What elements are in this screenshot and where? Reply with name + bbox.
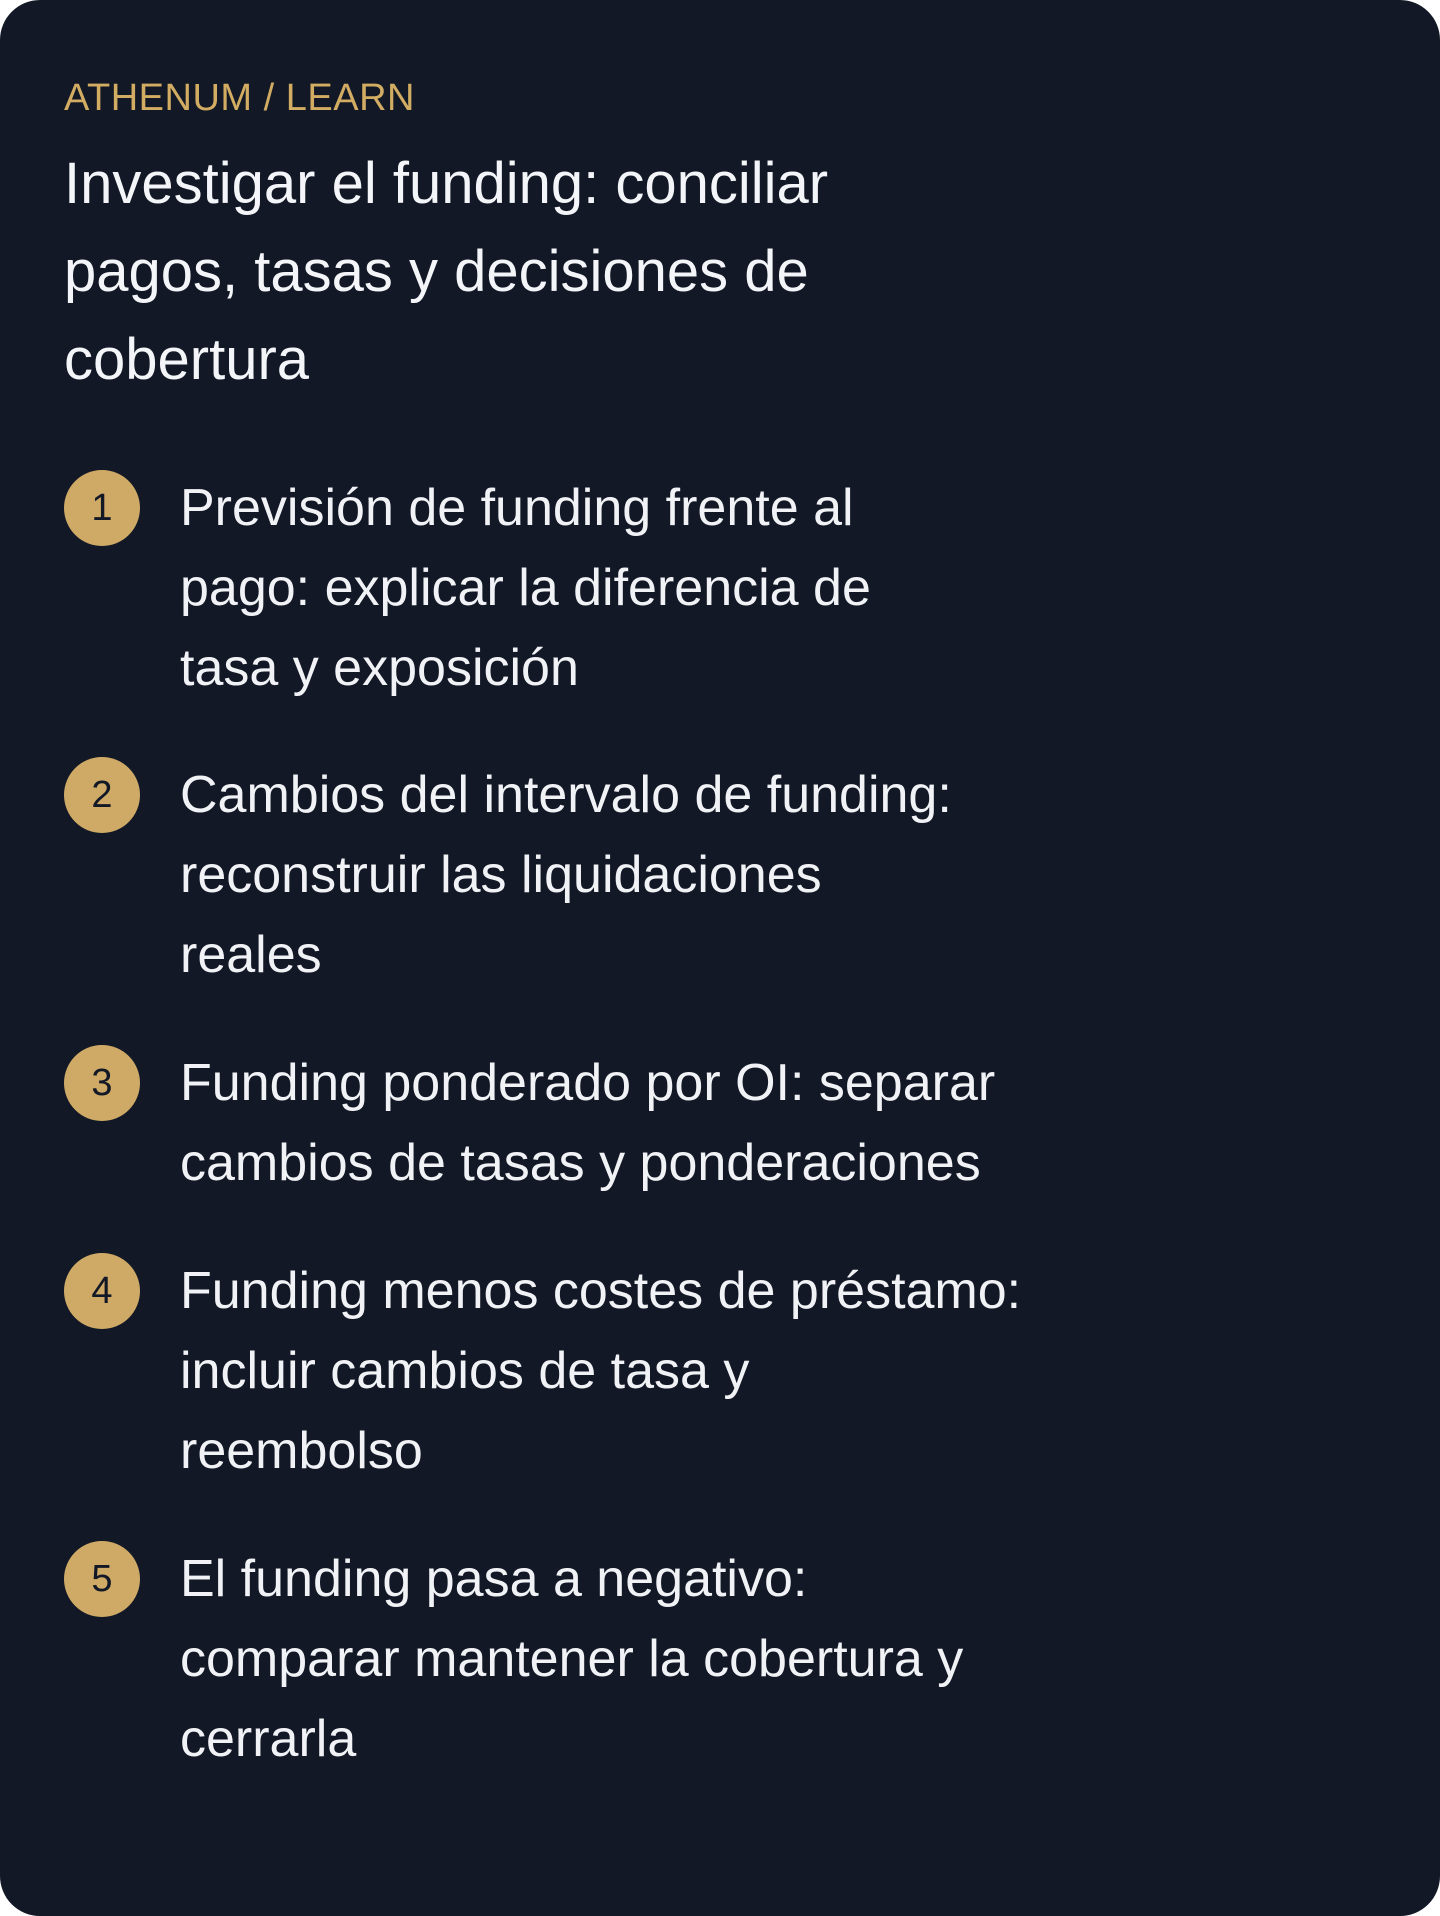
step-item-5[interactable] — [64, 1540, 963, 1779]
title-line: pagos, tasas y decisiones de — [64, 239, 809, 304]
step-line: comparar mantener la cobertura y — [180, 1630, 964, 1688]
title-line: cobertura — [64, 327, 310, 392]
step-item-4[interactable] — [64, 1252, 1021, 1491]
step-number-badge: 1 — [64, 470, 140, 546]
step-label — [180, 1043, 995, 1203]
step-line: tasa y exposición — [180, 639, 579, 697]
title-line: Investigar el funding: conciliar — [64, 151, 829, 216]
step-line: Funding ponderado por OI: separar — [180, 1054, 996, 1112]
step-number-badge: 3 — [64, 1045, 140, 1121]
step-line: pago: explicar la diferencia de — [180, 559, 871, 617]
step-line: El funding pasa a negativo: — [180, 1550, 808, 1608]
step-item-2[interactable] — [64, 756, 952, 995]
step-item-1[interactable] — [64, 469, 871, 708]
step-number-badge: 2 — [64, 757, 140, 833]
step-label — [180, 1539, 963, 1779]
step-line: cerrarla — [180, 1710, 357, 1768]
step-line: Cambios del intervalo de funding: — [180, 766, 952, 824]
step-line: incluir cambios de tasa y — [180, 1342, 750, 1400]
step-label — [180, 468, 871, 708]
step-line: Funding menos costes de préstamo: — [180, 1262, 1022, 1320]
breadcrumb[interactable]: ATHENUM / LEARN — [64, 77, 415, 119]
step-number-badge: 4 — [64, 1253, 140, 1329]
page-title — [64, 140, 964, 404]
step-line: Previsión de funding frente al — [180, 479, 854, 537]
step-item-3[interactable] — [64, 1044, 995, 1203]
step-label — [180, 755, 952, 995]
step-number-badge: 5 — [64, 1541, 140, 1617]
step-label — [180, 1251, 1021, 1491]
step-line: reembolso — [180, 1422, 423, 1480]
step-line: reales — [180, 926, 322, 984]
step-line: reconstruir las liquidaciones — [180, 846, 822, 904]
step-line: cambios de tasas y ponderaciones — [180, 1134, 981, 1192]
